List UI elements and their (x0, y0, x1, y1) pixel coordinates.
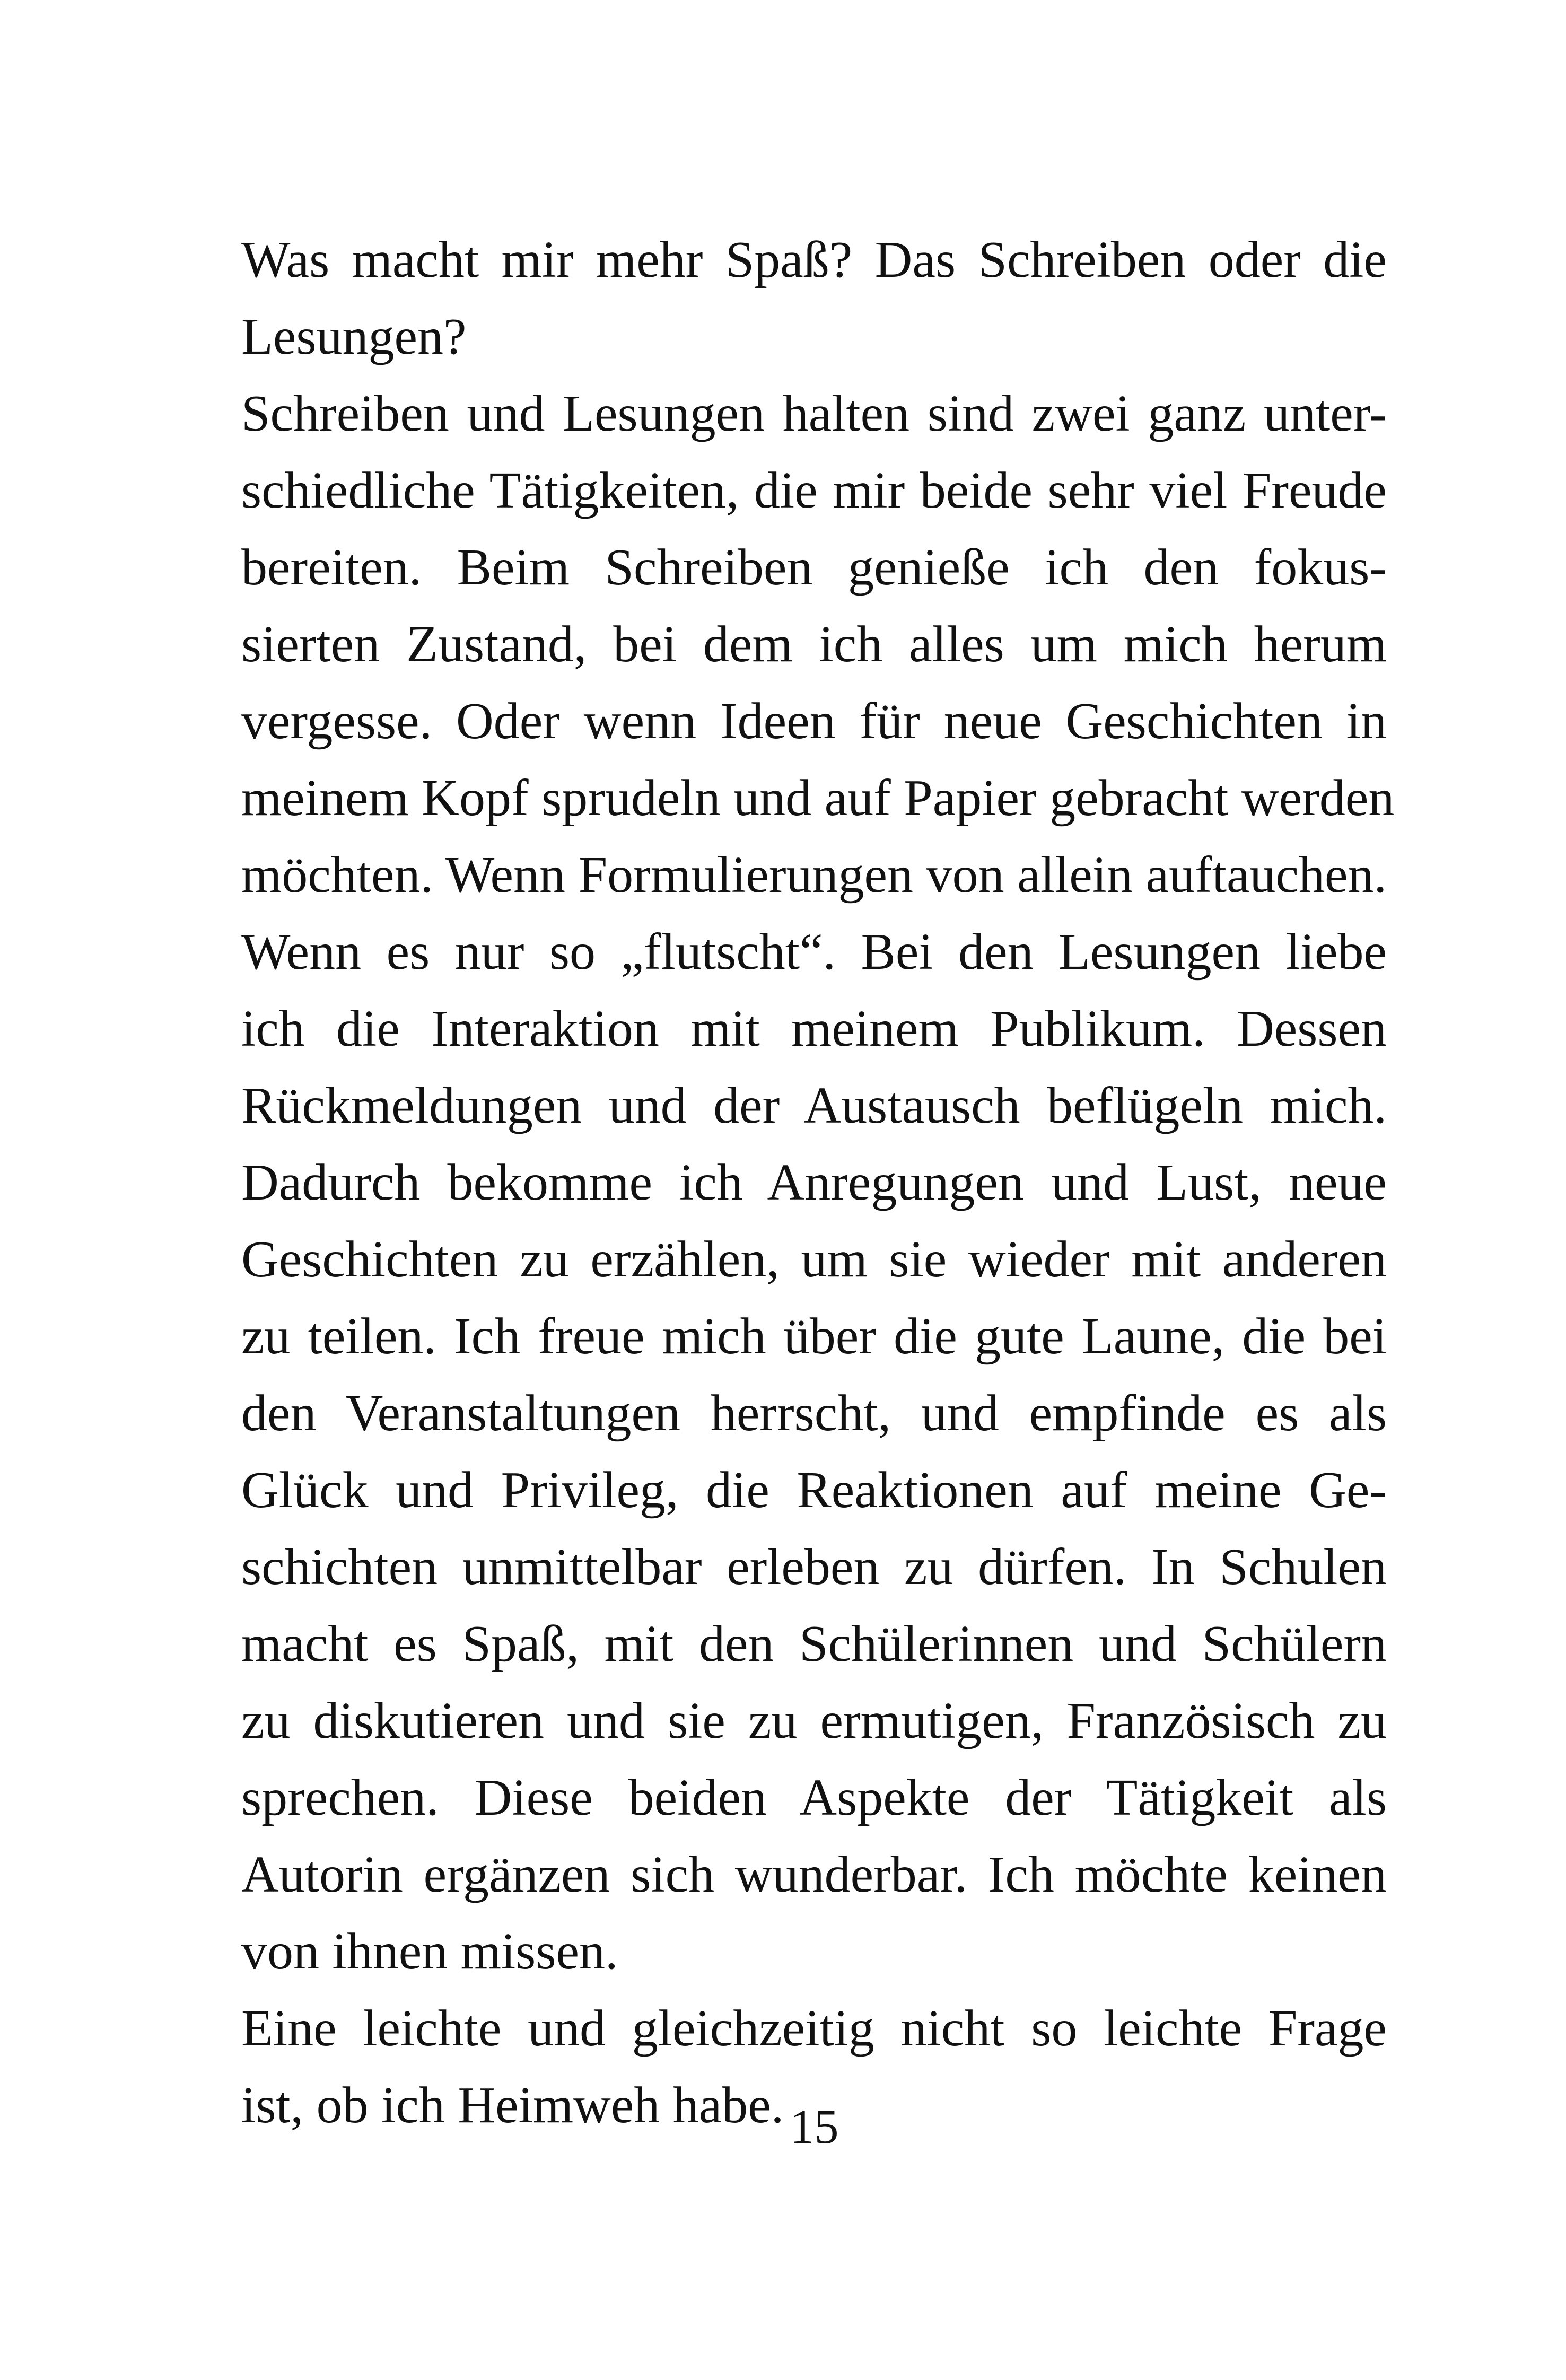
text-line: Lesungen? (241, 308, 467, 365)
text-line: schichten unmittelbar erleben zu dürfen. In Schulen (241, 1538, 1387, 1596)
text-line: ich die Interaktion mit meinem Publikum. Dessen (241, 1000, 1387, 1057)
text-line: Was macht mir mehr Spaß? Das Schreiben oder die (241, 231, 1387, 288)
text-line: Geschichten zu erzählen, um sie wieder mit anderen (241, 1231, 1387, 1288)
text-line: zu teilen. Ich freue mich über die gute Laune, die bei (241, 1308, 1387, 1365)
text-line: Schreiben und Lesungen halten sind zwei ganz unter- (241, 385, 1387, 442)
text-line: Wenn es nur so „flutscht“. Bei den Lesungen liebe (241, 923, 1387, 981)
text-line: vergesse. Oder wenn Ideen für neue Geschichten in (241, 693, 1387, 750)
text-line: möchten. Wenn Formulierungen von allein auftauchen. (241, 846, 1387, 904)
text-line: den Veranstaltungen herrscht, und empfinde es als (241, 1385, 1387, 1442)
text-line: ist, ob ich Heimweh habe. (241, 2077, 784, 2134)
text-line: sierten Zustand, bei dem ich alles um mich herum (241, 616, 1387, 673)
text-line: schiedliche Tätigkeiten, die mir beide sehr viel Freude (241, 462, 1387, 519)
page-number: 15 (790, 2099, 839, 2154)
text-line: macht es Spaß, mit den Schülerinnen und Schülern (241, 1615, 1387, 1673)
text-line: von ihnen missen. (241, 1923, 618, 1980)
text-line: bereiten. Beim Schreiben genieße ich den fokus- (241, 539, 1387, 596)
text-line: zu diskutieren und sie zu ermutigen, Französisch zu (241, 1692, 1387, 1749)
text-line: Dadurch bekomme ich Anregungen und Lust, neue (241, 1154, 1387, 1211)
text-line: sprechen. Diese beiden Aspekte der Tätigkeit als (241, 1769, 1387, 1826)
text-line: Rückmeldungen und der Austausch beflügeln mich. (241, 1077, 1387, 1134)
text-line: Autorin ergänzen sich wunderbar. Ich möchte keinen (241, 1846, 1387, 1903)
body-text (241, 222, 1395, 2144)
text-line: meinem Kopf sprudeln und auf Papier gebracht werden (241, 769, 1395, 827)
text-line: Glück und Privileg, die Reaktionen auf meine Ge- (241, 1462, 1387, 1519)
text-line: Eine leichte und gleichzeitig nicht so leichte Frage (241, 2000, 1387, 2057)
